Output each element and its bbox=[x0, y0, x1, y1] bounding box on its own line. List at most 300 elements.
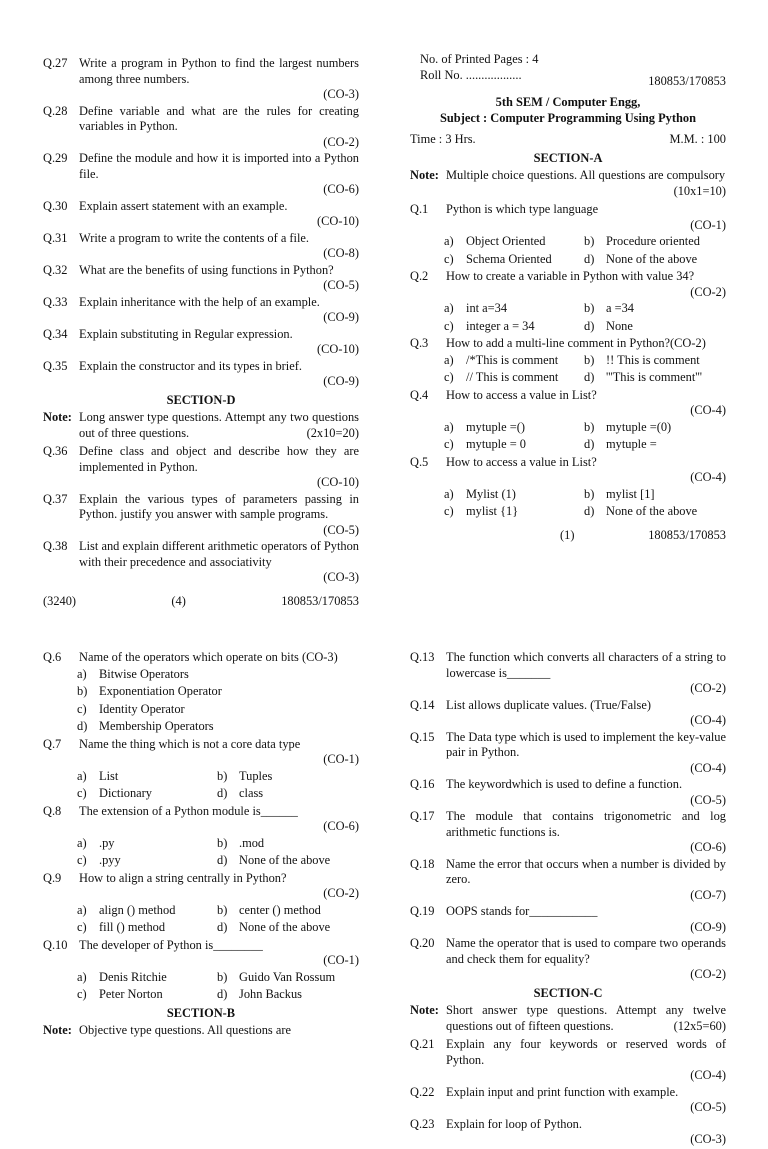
printed-pages: No. of Printed Pages : 4 bbox=[420, 52, 539, 66]
options bbox=[43, 769, 359, 802]
option-letter: d) bbox=[584, 437, 595, 451]
course-outcome: (CO-5) bbox=[323, 278, 359, 292]
question-text: The module that contains trigonometric and log arithmetic functions is. bbox=[446, 809, 726, 839]
question-body bbox=[79, 359, 359, 390]
question bbox=[43, 444, 359, 491]
course-outcome: (CO-9) bbox=[323, 310, 359, 324]
option bbox=[77, 987, 217, 1003]
option bbox=[444, 252, 584, 268]
question-text: How to create a variable in Python with value 34? bbox=[446, 269, 695, 283]
page-number: (1) bbox=[560, 527, 575, 542]
option bbox=[584, 319, 633, 335]
course-outcome: (CO-6) bbox=[323, 182, 359, 196]
question-text: The function which converts all characters of a string to lowercase is_______ bbox=[446, 650, 726, 680]
question-number: Q.30 bbox=[43, 198, 68, 213]
option-letter: c) bbox=[444, 504, 454, 518]
question-number: Q.7 bbox=[43, 736, 62, 751]
question bbox=[410, 936, 726, 983]
question-body bbox=[79, 492, 359, 539]
course-outcome: (CO-5) bbox=[323, 522, 359, 537]
question-number: Q.38 bbox=[43, 539, 68, 553]
section-c-note bbox=[410, 1003, 726, 1034]
question-text: Name of the operators which operate on bits (CO-3) bbox=[79, 650, 338, 664]
roll-no: Roll No. .................. bbox=[420, 67, 522, 82]
option-text: None of the above bbox=[239, 920, 331, 934]
question bbox=[43, 804, 359, 835]
option-text: Exponentiation Operator bbox=[99, 684, 222, 698]
option-letter: d) bbox=[217, 786, 228, 800]
option-row bbox=[444, 252, 726, 268]
question-number: Q.5 bbox=[410, 454, 429, 469]
question-text: Explain input and print function with example. bbox=[446, 1084, 679, 1099]
option-row bbox=[77, 667, 359, 683]
option-row bbox=[77, 684, 359, 700]
question-text: List and explain different arithmetic operators of Python with their precedence and associativity bbox=[79, 539, 359, 569]
note-label: Note: bbox=[43, 410, 72, 424]
question-number: Q.9 bbox=[43, 870, 62, 885]
note-text: Long answer type questions. Attempt any two questions out of three questions. bbox=[79, 410, 359, 440]
option-row bbox=[77, 987, 359, 1003]
page-1-top bbox=[410, 52, 726, 543]
question bbox=[43, 199, 359, 230]
question-text: Explain the various types of parameters passing in Python. justify you answer with sample programs. bbox=[79, 491, 359, 521]
option bbox=[77, 667, 359, 683]
course-outcome: (CO-2) bbox=[690, 967, 726, 981]
option bbox=[217, 853, 330, 869]
question bbox=[43, 539, 359, 586]
option-row bbox=[444, 234, 726, 250]
option-letter: a) bbox=[77, 666, 87, 681]
section-a-questions bbox=[410, 202, 726, 520]
option-text: a =34 bbox=[606, 301, 634, 315]
question-text: How to align a string centrally in Python? bbox=[79, 870, 287, 885]
question-text: Name the thing which is not a core data type bbox=[79, 736, 301, 751]
page-footer bbox=[43, 594, 359, 610]
option-letter: d) bbox=[584, 318, 595, 333]
option-letter: a) bbox=[444, 352, 454, 367]
course-outcome: (CO-9) bbox=[323, 374, 359, 388]
option-text: integer a = 34 bbox=[466, 318, 535, 333]
option-text: Guido Van Rossum bbox=[239, 969, 336, 984]
question-text: Explain substituting in Regular expression. bbox=[79, 326, 293, 341]
section-c-questions bbox=[410, 1037, 726, 1148]
option-text: fill () method bbox=[99, 920, 166, 934]
page-footer bbox=[410, 528, 726, 544]
option bbox=[584, 437, 657, 453]
question bbox=[410, 202, 726, 233]
option-letter: d) bbox=[217, 987, 228, 1001]
question-text: OOPS stands for___________ bbox=[446, 904, 598, 918]
section-d-title: SECTION-D bbox=[166, 392, 236, 407]
option bbox=[444, 487, 584, 503]
option-letter: a) bbox=[77, 902, 87, 917]
option bbox=[77, 684, 359, 700]
option-letter: b) bbox=[217, 902, 228, 917]
question-body bbox=[446, 730, 726, 777]
option-text: /*This is comment bbox=[466, 352, 559, 367]
option-text: mylist [1] bbox=[606, 486, 655, 501]
question bbox=[43, 359, 359, 390]
option-text: mytuple = bbox=[606, 437, 657, 451]
option-text: class bbox=[239, 786, 264, 800]
question-number: Q.21 bbox=[410, 1037, 435, 1051]
question-body bbox=[446, 904, 726, 935]
course-outcome: (CO-2) bbox=[690, 284, 726, 299]
question-body bbox=[79, 104, 359, 151]
question-number: Q.27 bbox=[43, 56, 68, 70]
question-body bbox=[446, 202, 726, 233]
question-number: Q.35 bbox=[43, 358, 68, 373]
question-text: Define variable and what are the rules for creating variables in Python. bbox=[79, 103, 359, 133]
options bbox=[410, 234, 726, 267]
option-text: center () method bbox=[239, 902, 321, 917]
course-outcome: (CO-1) bbox=[690, 217, 726, 232]
option bbox=[584, 420, 671, 436]
question-text: List allows duplicate values. (True/False) bbox=[446, 697, 651, 712]
course-outcome: (CO-2) bbox=[323, 886, 359, 900]
option-letter: c) bbox=[77, 853, 87, 867]
option bbox=[444, 319, 584, 335]
section-a-note bbox=[410, 168, 726, 199]
option-letter: d) bbox=[584, 504, 595, 518]
question bbox=[410, 650, 726, 697]
note-label: Note: bbox=[43, 1023, 72, 1037]
option bbox=[77, 853, 217, 869]
note-label: Note: bbox=[410, 1003, 439, 1017]
question-body bbox=[446, 336, 726, 352]
question-number: Q.15 bbox=[410, 729, 435, 744]
option-text: None of the above bbox=[606, 251, 698, 266]
question-number: Q.34 bbox=[43, 326, 68, 341]
question-body bbox=[79, 231, 359, 262]
paper-code: 180853/170853 bbox=[648, 527, 726, 542]
option-letter: a) bbox=[444, 419, 454, 434]
option-letter: b) bbox=[77, 684, 88, 698]
course-outcome: (CO-5) bbox=[690, 1100, 726, 1114]
option-letter: c) bbox=[444, 437, 454, 451]
question bbox=[43, 56, 359, 103]
option-letter: a) bbox=[77, 768, 87, 783]
option-row bbox=[77, 853, 359, 869]
question-list bbox=[43, 650, 359, 1003]
option-letter: c) bbox=[77, 987, 87, 1001]
question-body bbox=[446, 1037, 726, 1084]
question-text: Python is which type language bbox=[446, 202, 599, 216]
option bbox=[77, 702, 359, 718]
time-allowed: Time : 3 Hrs. bbox=[410, 132, 476, 146]
question-number: Q.10 bbox=[43, 937, 68, 952]
option-text: List bbox=[99, 768, 119, 783]
page-3-bottom bbox=[410, 650, 726, 1149]
option bbox=[217, 836, 264, 852]
question-body bbox=[79, 444, 359, 491]
option bbox=[77, 920, 217, 936]
course-outcome: (CO-10) bbox=[317, 342, 359, 356]
note-text: Short answer type questions. Attempt any twelve questions out of fifteen questions. bbox=[446, 1003, 726, 1033]
paper-code: 180853/170853 bbox=[281, 593, 359, 608]
option-letter: b) bbox=[217, 768, 228, 783]
question-body bbox=[446, 650, 726, 697]
option-row bbox=[77, 920, 359, 936]
question-body bbox=[79, 938, 359, 969]
question-number: Q.28 bbox=[43, 103, 68, 118]
option-letter: d) bbox=[77, 719, 88, 733]
section-c-title: SECTION-C bbox=[533, 985, 603, 1000]
option-letter: b) bbox=[584, 234, 595, 248]
page-4-top bbox=[43, 56, 359, 609]
question-number: Q.4 bbox=[410, 387, 429, 402]
course-outcome: (CO-1) bbox=[323, 752, 359, 766]
question bbox=[43, 650, 359, 666]
option-text: mylist {1} bbox=[466, 504, 519, 518]
option-letter: d) bbox=[584, 251, 595, 266]
option bbox=[584, 301, 634, 317]
question-body bbox=[79, 737, 359, 768]
option-text: // This is comment bbox=[466, 370, 559, 384]
option bbox=[444, 504, 584, 520]
question-number: Q.2 bbox=[410, 269, 429, 283]
option-text: Dictionary bbox=[99, 786, 152, 800]
course-outcome: (CO-1) bbox=[323, 953, 359, 967]
question bbox=[410, 1117, 726, 1148]
course-outcome: (CO-6) bbox=[690, 840, 726, 854]
question bbox=[410, 388, 726, 419]
question-body bbox=[79, 295, 359, 326]
option bbox=[217, 769, 272, 785]
course-outcome: (CO-7) bbox=[690, 887, 726, 902]
option-text: Bitwise Operators bbox=[99, 666, 189, 681]
option-letter: b) bbox=[584, 352, 595, 367]
footer-code: (3240) bbox=[43, 593, 77, 608]
course-outcome: (CO-8) bbox=[323, 246, 359, 260]
question-body bbox=[446, 1085, 726, 1116]
question-number: Q.16 bbox=[410, 777, 435, 791]
option-row bbox=[77, 786, 359, 802]
question-body bbox=[446, 269, 726, 300]
question-text: Explain any four keywords or reserved words of Python. bbox=[446, 1037, 726, 1067]
question-text: Explain inheritance with the help of an example. bbox=[79, 294, 320, 309]
option bbox=[444, 234, 584, 250]
section-d-note bbox=[43, 410, 359, 441]
question bbox=[43, 231, 359, 262]
option-letter: c) bbox=[444, 318, 454, 333]
question-list bbox=[43, 56, 359, 390]
question bbox=[410, 1037, 726, 1084]
option-text: .py bbox=[99, 835, 115, 850]
course-outcome: (CO-5) bbox=[690, 792, 726, 807]
question-body bbox=[446, 857, 726, 904]
option bbox=[77, 836, 217, 852]
note-marks: (12x5=60) bbox=[673, 1018, 726, 1033]
option-row bbox=[77, 719, 359, 735]
course-outcome: (CO-6) bbox=[323, 819, 359, 833]
question-number: Q.22 bbox=[410, 1084, 435, 1099]
option-text: .pyy bbox=[99, 853, 121, 867]
question-body bbox=[79, 151, 359, 198]
option bbox=[444, 370, 584, 386]
question bbox=[410, 269, 726, 300]
question-body bbox=[79, 650, 359, 666]
question-text: The extension of a Python module is______ bbox=[79, 803, 298, 818]
question-body bbox=[446, 455, 726, 486]
note-marks: (10x1=10) bbox=[673, 183, 726, 198]
option-text: Identity Operator bbox=[99, 701, 185, 716]
option bbox=[77, 970, 217, 986]
option bbox=[77, 786, 217, 802]
question-body bbox=[79, 871, 359, 902]
option-text: None of the above bbox=[606, 504, 698, 518]
options bbox=[410, 420, 726, 453]
question bbox=[410, 730, 726, 777]
option-letter: d) bbox=[584, 370, 595, 384]
option-letter: a) bbox=[444, 301, 454, 315]
course-outcome: (CO-4) bbox=[690, 1068, 726, 1082]
question-text: The keywordwhich is used to define a function. bbox=[446, 777, 683, 791]
option bbox=[217, 786, 263, 802]
question bbox=[43, 263, 359, 294]
option bbox=[584, 504, 697, 520]
options bbox=[43, 836, 359, 869]
option bbox=[444, 301, 584, 317]
section-b-title: SECTION-B bbox=[166, 1005, 236, 1020]
option-text: Tuples bbox=[239, 768, 273, 783]
option bbox=[77, 719, 359, 735]
question-body bbox=[79, 804, 359, 835]
option-text: Mylist (1) bbox=[466, 486, 516, 501]
question bbox=[43, 327, 359, 358]
option-row bbox=[77, 769, 359, 785]
option-text: None bbox=[606, 318, 633, 333]
option-text: John Backus bbox=[239, 987, 302, 1001]
option-text: '''This is comment''' bbox=[606, 370, 702, 384]
question-text: The Data type which is used to implement the key-value pair in Python. bbox=[446, 729, 726, 759]
option-letter: c) bbox=[77, 786, 87, 800]
course-outcome: (CO-4) bbox=[690, 470, 726, 484]
option-letter: c) bbox=[444, 370, 454, 384]
option-row bbox=[77, 836, 359, 852]
course-outcome: (CO-4) bbox=[690, 403, 726, 417]
question-list bbox=[410, 650, 726, 983]
question-number: Q.29 bbox=[43, 151, 68, 165]
question-text: How to access a value in List? bbox=[446, 454, 597, 469]
question bbox=[43, 295, 359, 326]
option-text: Denis Ritchie bbox=[99, 969, 167, 984]
course-outcome: (CO-2) bbox=[323, 134, 359, 149]
question-text: Name the operator that is used to compare two operands and check them for equality? bbox=[446, 936, 726, 966]
section-b-note bbox=[43, 1023, 359, 1039]
question bbox=[410, 698, 726, 729]
question-body bbox=[446, 936, 726, 983]
option bbox=[584, 487, 655, 503]
question-number: Q.20 bbox=[410, 936, 435, 950]
course-outcome: (CO-4) bbox=[690, 760, 726, 775]
options bbox=[43, 970, 359, 1003]
option bbox=[77, 903, 217, 919]
question-body bbox=[79, 327, 359, 358]
option-text: int a=34 bbox=[466, 301, 508, 315]
question-number: Q.1 bbox=[410, 202, 429, 216]
question-text: Explain for loop of Python. bbox=[446, 1116, 582, 1131]
question-number: Q.14 bbox=[410, 697, 435, 712]
question-number: Q.17 bbox=[410, 809, 435, 823]
option bbox=[217, 920, 330, 936]
question-text: Define class and object and describe how they are implemented in Python. bbox=[79, 444, 359, 474]
option-row bbox=[444, 370, 726, 386]
option-letter: a) bbox=[77, 969, 87, 984]
page-2-bottom bbox=[43, 650, 359, 1042]
section-a-title: SECTION-A bbox=[533, 150, 603, 165]
options bbox=[410, 487, 726, 520]
question bbox=[410, 777, 726, 808]
question-text: Name the error that occurs when a number is divided by zero. bbox=[446, 856, 726, 886]
option-text: .mod bbox=[239, 835, 265, 850]
option-row bbox=[444, 504, 726, 520]
option-row bbox=[77, 702, 359, 718]
option-letter: c) bbox=[77, 920, 87, 934]
question-text: Explain assert statement with an example. bbox=[79, 198, 288, 213]
option-letter: b) bbox=[584, 486, 595, 501]
course-outcome: (CO-3) bbox=[690, 1132, 726, 1146]
note-marks: (2x10=20) bbox=[306, 425, 359, 440]
option-row bbox=[444, 319, 726, 335]
options bbox=[410, 353, 726, 386]
option-text: Peter Norton bbox=[99, 987, 163, 1001]
note-text: Multiple choice questions. All questions are compulsory bbox=[446, 168, 726, 182]
question-text: Write a program to write the contents of a file. bbox=[79, 230, 310, 245]
question-body bbox=[79, 263, 359, 294]
question-text: Explain the constructor and its types in brief. bbox=[79, 358, 302, 373]
option-text: mytuple =(0) bbox=[606, 419, 672, 434]
question bbox=[410, 904, 726, 935]
question bbox=[43, 104, 359, 151]
course-outcome: (CO-10) bbox=[317, 214, 359, 228]
option-row bbox=[444, 437, 726, 453]
question-number: Q.37 bbox=[43, 491, 68, 506]
option-letter: d) bbox=[217, 853, 228, 867]
option-letter: b) bbox=[217, 835, 228, 850]
subject-title: Subject : Computer Programming Using Python bbox=[440, 110, 696, 125]
options bbox=[43, 903, 359, 936]
question-number: Q.33 bbox=[43, 294, 68, 309]
option-text: Procedure oriented bbox=[606, 234, 700, 248]
question-text: What are the benefits of using functions in Python? bbox=[79, 262, 334, 277]
question-number: Q.6 bbox=[43, 650, 62, 664]
question-body bbox=[79, 56, 359, 103]
question-text: How to add a multi-line comment in Python?(CO-2) bbox=[446, 336, 706, 350]
option bbox=[584, 234, 700, 250]
question bbox=[410, 336, 726, 352]
question bbox=[410, 857, 726, 904]
option-letter: a) bbox=[444, 234, 454, 248]
question bbox=[43, 938, 359, 969]
note-label: Note: bbox=[410, 168, 439, 182]
question-text: Define the module and how it is imported into a Python file. bbox=[79, 151, 359, 181]
option-letter: b) bbox=[584, 301, 595, 315]
option-letter: c) bbox=[444, 251, 454, 266]
question-number: Q.8 bbox=[43, 803, 62, 818]
option-letter: b) bbox=[217, 969, 228, 984]
question bbox=[43, 737, 359, 768]
question bbox=[43, 151, 359, 198]
option bbox=[584, 252, 697, 268]
option-text: mytuple =() bbox=[466, 419, 525, 434]
question-body bbox=[446, 809, 726, 856]
option-text: Object Oriented bbox=[466, 234, 546, 248]
question bbox=[410, 455, 726, 486]
page-number: (4) bbox=[171, 593, 186, 608]
paper-code: 180853/170853 bbox=[648, 73, 726, 88]
option-row bbox=[444, 420, 726, 436]
